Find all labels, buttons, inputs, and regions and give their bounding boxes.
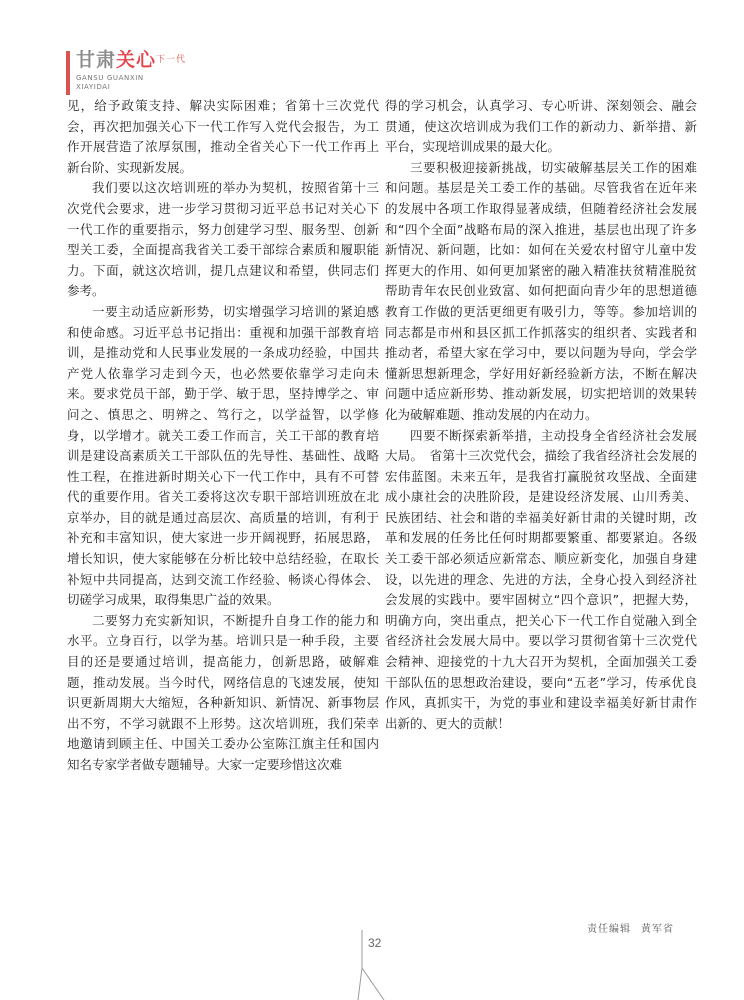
logo-english-line1: GANSU GUANXIN: [76, 74, 144, 82]
left-column: [67, 96, 379, 776]
logo-english-line2: XIAYIDAI: [76, 83, 111, 91]
paragraph-continued: 得的学习机会，认真学习、专心听讲、深刻领会、融会贯通，使这次培训成为我们工作的新动力、新举措、新平台，实现培训成果的最大化。: [385, 98, 697, 155]
paragraph: 我们要以这次培训班的举办为契机，按照省第十三次党代会要求，进一步学习贯彻习近平总书记对关心下一代工作的重要指示，努力创建学习型、服务型、创新型关工委，全面提高我省关工委干部综合素质和履职能力。下面，就这次培训，提几点建议和希望，供同志们参考。: [67, 180, 379, 299]
paragraph: 二要努力充实新知识，不断提升自身工作的能力和水平。立身百行，以学为基。培训只是一种手段，主要目的还是要通过培训，提高能力，创新思路，破解难题，推动发展。当今时代，网络信息的飞速发展，使知识更新周期大大缩短，各种新知识、新情况、新事物层出不穷，不学习就跟不上形势。这次培训班，我们荣幸地邀请到顾主任、中国关工委办公室陈江旗主任和国内知名专家学者做专题辅导。大家一定要珍惜这次难: [67, 612, 379, 772]
paragraph: 一要主动适应新形势，切实增强学习培训的紧迫感和使命感。习近平总书记指出：重视和加强干部教育培训，是推动党和人民事业发展的一条成功经验，中国共产党人依靠学习走到今天，也必然要依靠学习走向未来。要求党员干部，勤于学、敏于思，坚持博学之、审问之、慎思之、明辨之、笃行之，以学益智，以学修身，以学增才。就关工委工作而言，关工干部的教育培训是建设高素质关工干部队伍的先导性、基础性、战略性工程，在推进新时期关心下一代工作中，具有不可替代的重要作用。省关工委将这次专职干部培训班放在北京举办，目的就是通过高层次、高质量的培训，有利于补充和丰富知识，使大家进一步开阔视野，拓展思路，增长知识，使大家能够在分析比较中总结经验，在取长补短中共同提高，达到交流工作经验、畅谈心得体会、切磋学习成果，取得集思广益的效果。: [67, 303, 379, 608]
editor-label: 责任编辑: [587, 924, 631, 935]
page-number: 32: [368, 936, 382, 950]
logo-accent-bar: [66, 51, 70, 95]
right-column: [385, 96, 697, 734]
responsible-editor: [587, 920, 674, 935]
editor-name: 黄军省: [641, 924, 674, 935]
logo-title-gansu: 甘肃: [76, 49, 117, 71]
logo-english: [76, 74, 144, 92]
logo-title-guanxin: 关心: [116, 49, 157, 71]
paragraph-continued: 见，给予政策支持、解决实际困难；省第十三次党代会，再次把加强关心下一代工作写入党代会报告，为工作开展营造了浓厚氛围，推动全省关心下一代工作再上新台阶、实现新发展。: [67, 98, 379, 175]
paragraph: 三要积极迎接新挑战，切实破解基层关工作的困难和问题。基层是关工委工作的基础。尽管我省在近年来的发展中各项工作取得显著成绩，但随着经济社会发展和“四个全面”战略布局的深入推进，基层也出现了许多新情况、新问题，比如：如何在关爱农村留守儿童中发挥更大的作用、如何更加紧密的融入精准扶贫精准脱贫帮助青年农民创业致富、如何把面向青少年的思想道德教育工作做的更活更细更有吸引力，等等。参加培训的同志都是市州和县区抓工作抓落实的组织者、实践者和推动者，希望大家在学习中，要以问题为导向，学会学懂新思想新理念，学好用好新经验新方法，不断在解决问题中适应新形势、推动新发展，切实把培训的效果转化为破解难题、推动发展的内在动力。: [385, 159, 697, 422]
paragraph: 四要不断探索新举措，主动投身全省经济社会发展大局。 省第十三次党代会，描绘了我省经济社会发展的宏伟蓝图。未来五年，是我省打赢脱贫攻坚战、全面建成小康社会的决胜阶段，是建设经济发展、山川秀美、民族团结、社会和谐的幸福美好新甘肃的关键时期，改革和发展的任务比任何时期都要繁重、都要紧迫。各级关工委干部必须适应新常态、顺应新变化，加强自身建设，以先进的理念、先进的方法，全身心投入到经济社会发展的实践中。要牢固树立“四个意识”，把握大势，明确方向，突出重点，把关心下一代工作自觉融入到全省经济社会发展大局中。要以学习贯彻省第十三次党代会精神、迎接党的十九大召开为契机，全面加强关工委干部队伍的思想政治建设，要向“五老”学习，传承优良作风，真抓实干，为党的事业和建设幸福美好新甘肃作出新的、更大的贡献！: [385, 427, 697, 731]
logo-title-xiayidai: 下一代: [156, 55, 187, 65]
logo-title: [76, 47, 186, 73]
